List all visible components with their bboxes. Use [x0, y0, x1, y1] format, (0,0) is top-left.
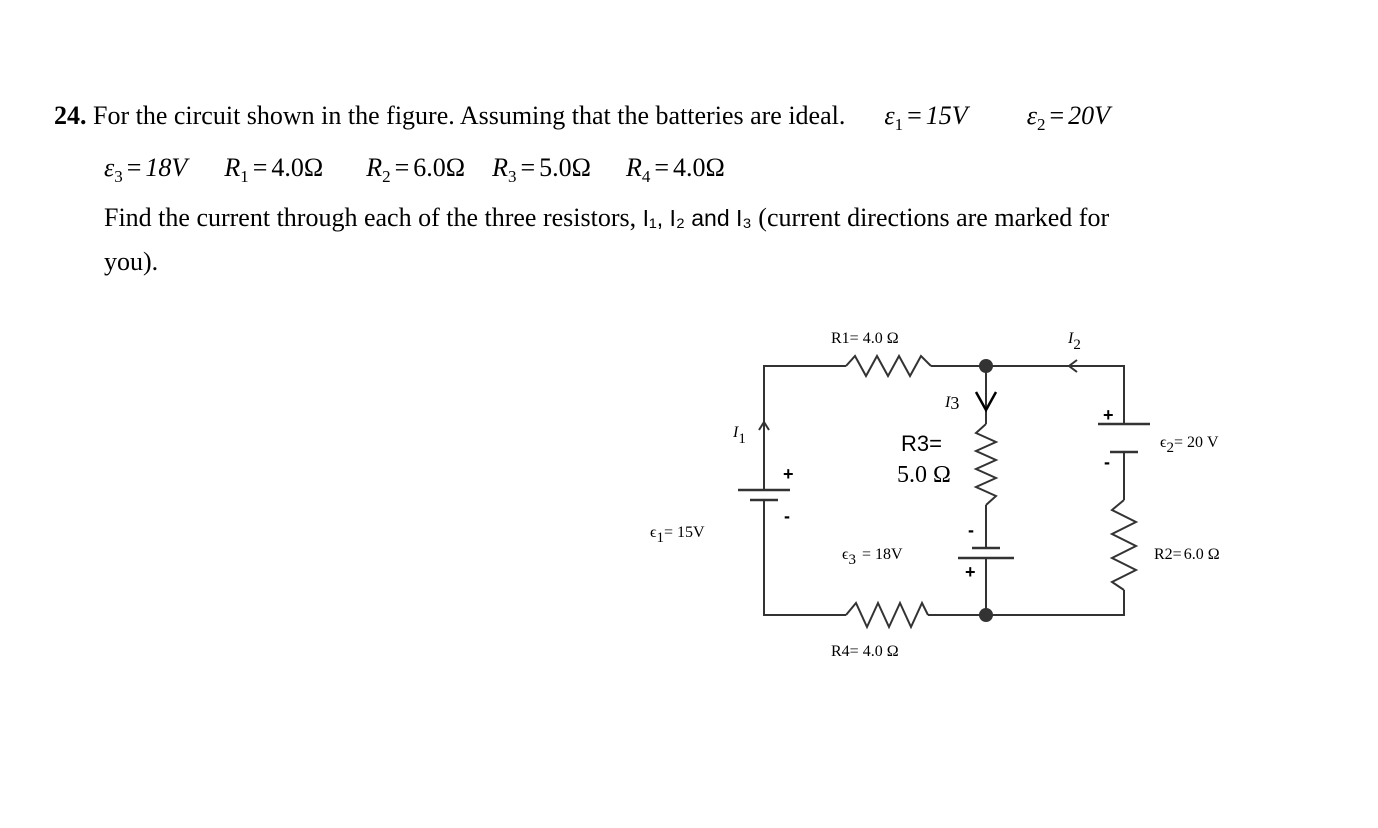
resistor-r2: [1112, 500, 1136, 590]
question-text-part1: Find the current through each of the three resistors,: [104, 203, 637, 232]
e2-label: ϵ2= 20 V: [1160, 434, 1219, 456]
wire-left-bottom: [764, 500, 846, 615]
e3-label: ϵ3 = 18V: [842, 546, 903, 568]
given-r3: $R_3 = 5.0\Omega$: [492, 153, 591, 186]
e3-plus-sign: +: [965, 562, 976, 582]
e1-minus-sign: -: [784, 506, 790, 526]
i3-label: I3: [945, 393, 960, 413]
question-text-part3: you).: [104, 247, 159, 276]
intro-text: For the circuit shown in the figure. Assuming that the batteries are ideal.: [93, 101, 846, 130]
resistor-r4: [846, 603, 928, 627]
given-r4: $R_4 = 4.0\Omega$: [625, 153, 725, 186]
i2-label: I2: [1068, 330, 1081, 353]
r2-label: R2= 6.0 Ω: [1154, 546, 1220, 563]
given-e1: $\varepsilon_1 = 15V$: [884, 101, 968, 134]
resistor-r3: [976, 424, 996, 505]
e1-plus-sign: +: [783, 464, 794, 484]
question-number: 24.: [54, 101, 87, 130]
question-text-part2: (current directions are marked for: [758, 203, 1110, 232]
r4-label: R4= 4.0 Ω: [831, 643, 899, 660]
r3-label-b: 5.0 Ω: [897, 462, 951, 488]
wire-left-top: [764, 366, 846, 490]
e3-minus-sign: -: [968, 520, 974, 540]
r1-label: R1= 4.0 Ω: [831, 330, 899, 347]
wire-top-r1-to-node: [931, 366, 1124, 424]
r3-label-a: R3=: [901, 431, 942, 456]
i1-label: I1: [733, 424, 746, 447]
e2-plus-sign: +: [1103, 405, 1114, 425]
given-e3: $\varepsilon_3 = 18V$: [104, 153, 188, 186]
currents-text: I₁, I₂ and I₃: [642, 205, 752, 231]
e2-minus-sign: -: [1104, 452, 1110, 472]
junction-node-top: [979, 359, 993, 373]
given-r1: $R_1 = 4.0\Omega$: [224, 153, 324, 186]
wire-right-bottom: [928, 590, 1124, 615]
resistor-r1: [846, 356, 931, 376]
given-r2: $R_2 = 6.0\Omega$: [366, 153, 466, 186]
given-e2: $\varepsilon_2 = 20V$: [1026, 101, 1110, 134]
e1-label: ϵ1= 15V: [650, 524, 705, 546]
junction-node-bottom: [979, 608, 993, 622]
